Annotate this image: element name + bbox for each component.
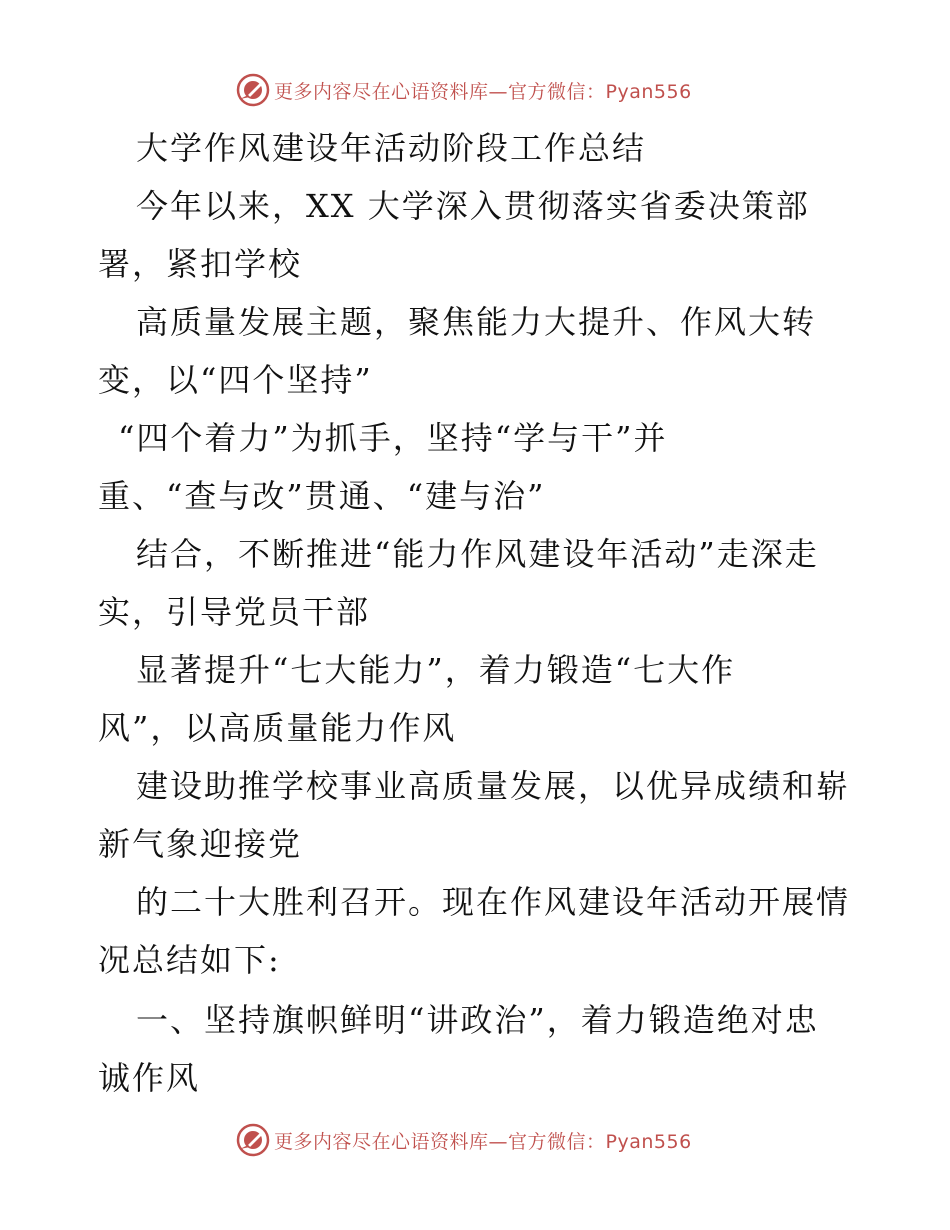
paragraph-line: 今年以来，XX 大学深入贯彻落实省委决策部 xyxy=(136,187,810,225)
section-heading: 一、坚持旗帜鲜明“讲政治”，着力锻造绝对忠 xyxy=(136,1001,819,1039)
doc-title: 大学作风建设年活动阶段工作总结 xyxy=(136,129,647,167)
paragraph-line: “四个着力”为抓手，坚持“学与干”并 xyxy=(118,419,668,457)
pen-logo-icon xyxy=(236,1123,270,1157)
watermark-footer xyxy=(236,1122,692,1158)
watermark-text: 更多内容尽在心语资料库—官方微信：Pyan556 xyxy=(274,80,692,103)
paragraph-line: 高质量发展主题，聚焦能力大提升、作风大转 xyxy=(136,303,817,341)
paragraph-line: 况总结如下: xyxy=(98,941,281,979)
paragraph-line: 新气象迎接党 xyxy=(98,825,303,863)
paragraph-line: 建设助推学校事业高质量发展，以优异成绩和崭 xyxy=(136,767,851,805)
paragraph-line: 重、“查与改”贯通、“建与治” xyxy=(98,477,546,515)
paragraph-line: 变，以“四个坚持” xyxy=(98,361,373,399)
paragraph-line: 诚作风 xyxy=(98,1059,201,1097)
watermark-text: 更多内容尽在心语资料库—官方微信：Pyan556 xyxy=(274,1130,692,1153)
paragraph-line: 署，紧扣学校 xyxy=(98,245,303,283)
paragraph-line: 风”，以高质量能力作风 xyxy=(98,709,457,747)
paragraph-line: 显著提升“七大能力”，着力锻造“七大作 xyxy=(136,651,736,689)
paragraph-line: 的二十大胜利召开。现在作风建设年活动开展情 xyxy=(136,883,851,921)
paragraph-line: 结合，不断推进“能力作风建设年活动”走深走 xyxy=(136,535,819,573)
paragraph-line: 实，引导党员干部 xyxy=(98,593,371,631)
